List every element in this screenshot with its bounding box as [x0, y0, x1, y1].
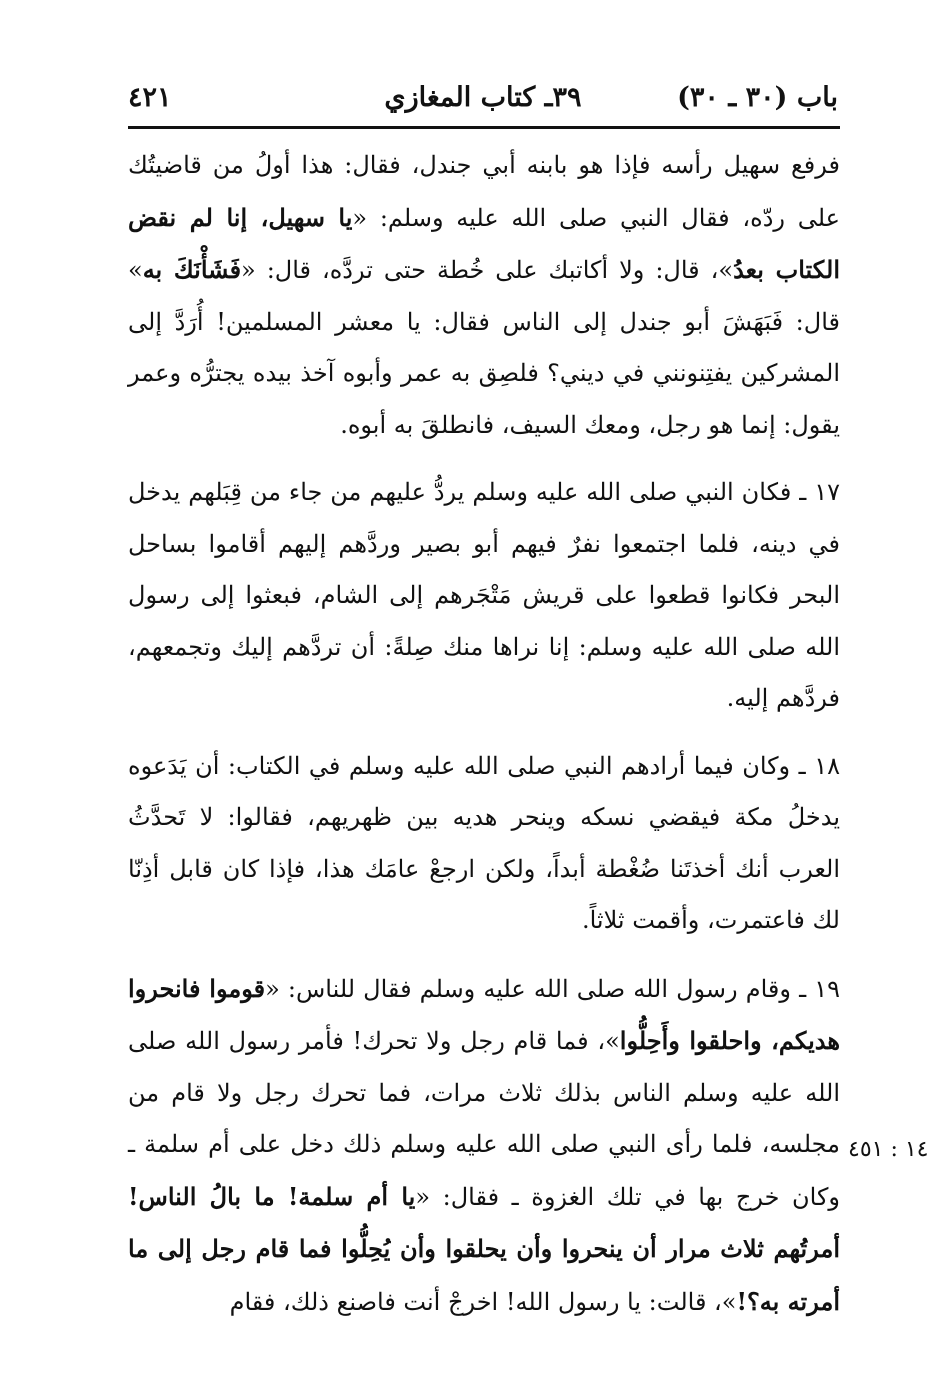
header-rule: [128, 126, 840, 129]
hadith-quote: قوموا فانحروا هديكم، واحلقوا وأَحِلُّوا: [128, 973, 840, 1055]
text-run: »، قال: ولا أكاتبك على خُطة حتى تردَّه، قال: «: [241, 256, 734, 284]
text-run: فرفع سهيل رأسه فإذا هو بابنه أبي جندل، فقال: هذا أولُ من قاضيتُك على ردّه، فقال النبي صلى الله عليه وسلم: «: [128, 151, 840, 232]
hadith-quote: فَشَأْنَكَ به: [142, 255, 242, 284]
paragraph-intro: [128, 140, 840, 451]
text-run: »، قالت: يا رسول الله! اخرجْ أنت فاصنع ذلك، فقام: [229, 1287, 737, 1316]
paragraph-18: [128, 741, 840, 947]
paragraph-19: [128, 963, 840, 1329]
text-run: ١٧ ـ فكان النبي صلى الله عليه وسلم يردُّ عليهم من جاء من قِبَلهم يدخل في دينه، فلما اجتمعوا نفرٌ فيهم أبو بصير وردَّهم إليهم أقاموا بساحل البحر فكانوا قطعوا على قريش مَتْجَرهم إلى الشام، فبعثوا إلى رسول الله صلى الله عليه وسلم: إنا نراها منك صِلةً: أن تردَّهم إليك وتجمعهم، فردَّهم إليه.: [128, 478, 840, 712]
running-header: [128, 78, 838, 122]
text-run: ١٨ ـ وكان فيما أرادهم النبي صلى الله عليه وسلم في الكتاب: أن يَدَعوه يدخلُ مكة فيقضي نسكه وينحر هديه بين ظهريهم، فقالوا: لا تَحدَّثُ العرب أنك أخذتَنا ضُغْطة أبداً، ولكن ارجعْ عامَك هذا، فإذا كان قابل أذِنّا لك فاعتمرت، وأقمت ثلاثاً.: [128, 751, 840, 934]
text-run: ١٩ ـ وقام رسول الله صلى الله عليه وسلم فقال للناس: «: [265, 974, 840, 1003]
page-number: ٤٢١: [128, 82, 172, 113]
chapter-heading: باب (٣٠ ـ ٣٠): [677, 82, 838, 113]
hadith-quote: يا أم سلمة! ما بالُ الناس! أمرتُهم ثلاث مرار أن ينحروا وأن يحلقوا وأن يُحِلُّوا فما قام رجل إلى ما أمرته به؟!: [128, 1181, 840, 1316]
margin-reference: ١٤ : ٤٥١: [848, 1137, 929, 1162]
hadith-quote: يا سهيل، إنا لم نقض الكتاب بعدُ: [128, 202, 841, 284]
body-text: [128, 140, 840, 1328]
text-run: » قال: فَبَهَشَ أبو جندل إلى الناس فقال: يا معشر المسلمين! أُرَدَّ إلى المشركين يفتِنونني في ديني؟ فلصِق به عمر وأبوه آخذ بيده يجترُّه وعمر يقول: إنما هو رجل، ومعك السيف، فانطلقَ به أبوه.: [128, 256, 840, 439]
book-title: ٣٩ـ كتاب المغازي: [384, 82, 582, 113]
paragraph-17: [128, 467, 840, 725]
text-run: »، فما قام رجل ولا تحرك! فأمر رسول الله صلى الله عليه وسلم الناس بذلك ثلاث مرات، فما تحرك رجل ولا قام من مجلسه، فلما رأى النبي صلى الله عليه وسلم ذلك دخل على أم سلمة ـ وكان خرج بها في تلك الغزوة ـ فقال: «: [128, 1027, 840, 1211]
